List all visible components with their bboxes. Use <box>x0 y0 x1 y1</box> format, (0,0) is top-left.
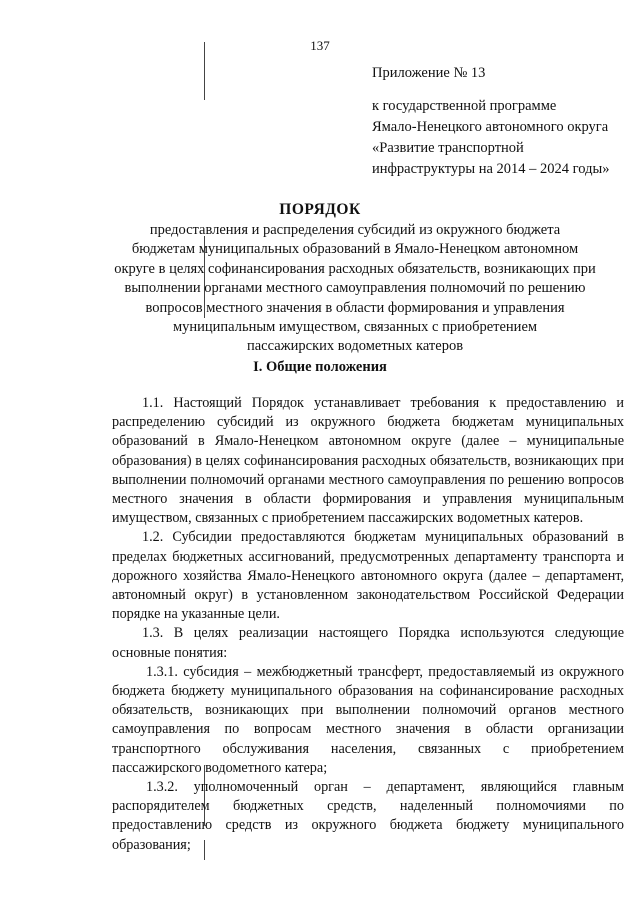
paragraph-1-3: 1.3. В целях реализации настоящего Порядка используются следующие основные понятия: <box>112 625 624 661</box>
document-title: ПОРЯДОК <box>279 201 361 218</box>
subtitle-line: вопросов местного значения в области формирования и управления <box>145 299 565 316</box>
appendix-title: Приложение № 13 <box>372 65 486 81</box>
appendix-reference <box>372 96 609 180</box>
section-heading: I. Общие положения <box>253 359 387 375</box>
appendix-line: инфраструктуры на 2014 – 2024 годы» <box>372 161 610 177</box>
subtitle-line: предоставления и распределения субсидий из окружного бюджета <box>149 222 561 238</box>
subtitle-line: выполнении органами местного самоуправления полномочий по решению <box>124 280 586 297</box>
subtitle-line: округе в целях софинансирования расходных обязательств, возникающих при <box>114 260 596 277</box>
page-number: 137 <box>310 38 330 53</box>
paragraph-1-3-1: 1.3.1. субсидия – межбюджетный трансферт, предоставляемый из окружного бюджета бюджету муниципального образования на софинансирование расходных обязательств, возникающих при выполнении полномочий органов местного самоуправления по вопросам местного значения в области организации транспортного обслуживания населения, связанных с приобретением пассажирского водометного катера; <box>112 663 624 776</box>
subtitle-line: пассажирских водометных катеров <box>246 338 464 355</box>
appendix-line: Ямало-Ненецкого автономного округа <box>372 119 609 135</box>
subtitle-line: бюджетам муниципальных образований в Ямало-Ненецком автономном <box>131 241 579 258</box>
margin-line-top <box>204 42 205 100</box>
paragraph-1-2: 1.2. Субсидии предоставляются бюджетам муниципальных образований в пределах бюджетных ассигнований, предусмотренных департаменту транспорта и дорожного хозяйства Ямало-Ненецкого автономного округа (далее – департамент, автономный округ) в установленном законодательством Российской Федерации порядке на указанные цели. <box>112 529 624 623</box>
appendix-line: к государственной программе <box>372 98 557 114</box>
section-body <box>112 394 624 855</box>
appendix-line: «Развитие транспортной <box>372 140 524 156</box>
document-subtitle <box>110 221 600 357</box>
paragraph-1-3-2: 1.3.2. уполномоченный орган – департамент, являющийся главным распорядителем бюджетных средств, наделенный полномочиями по предоставлению средств из окружного бюджета бюджету муниципального образования; <box>112 779 624 853</box>
paragraph-1-1: 1.1. Настоящий Порядок устанавливает требования к предоставлению и распределению субсидий из окружного бюджета бюджетам муниципальных образований в Ямало-Ненецком автономном округе (далее – муниципальные образования) в целях софинансирования расходных обязательств, возникающих при выполнении полномочий органами местного самоуправления по решению вопросов местного значения в области формирования и управления муниципальным имуществом, связанных с приобретением пассажирских водометных катеров. <box>112 395 624 527</box>
subtitle-line: муниципальным имуществом, связанных с приобретением <box>172 319 538 336</box>
